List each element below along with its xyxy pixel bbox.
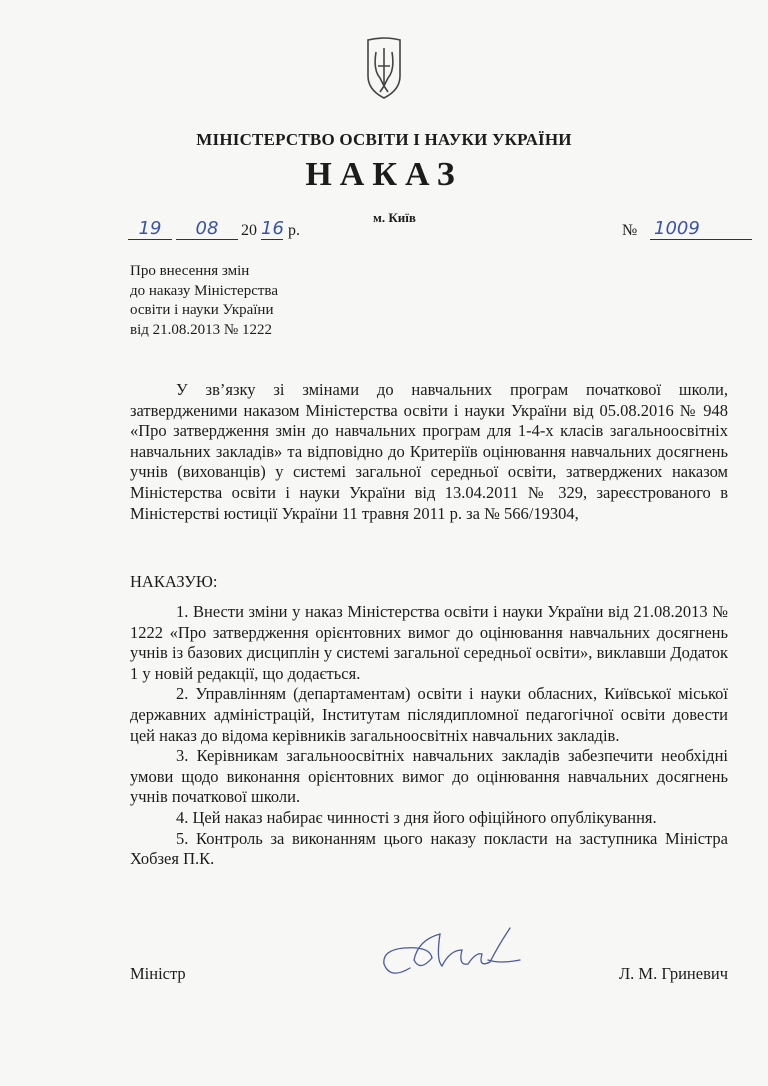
date-year: 16	[261, 218, 284, 239]
date-month: 08	[176, 218, 238, 240]
order-items	[130, 602, 728, 870]
ministry-name: МІНІСТЕРСТВО ОСВІТИ І НАУКИ УКРАЇНИ	[196, 130, 572, 149]
order-item: 5. Контроль за виконанням цього наказу покласти на заступника Міністра Хобзея П.К.	[130, 828, 728, 869]
subject-line: освіти і науки України	[130, 302, 274, 318]
handwritten-signature	[370, 920, 540, 990]
date-suffix: р.	[288, 222, 300, 239]
date-century: 20	[241, 222, 257, 239]
subject-line: до наказу Міністерства	[130, 282, 278, 299]
order-item: 2. Управлінням (департаментам) освіти і науки обласних, Київської міської державних адміністрацій, Інститутам післядипломної педагогічної освіти довести цей наказ до відома керівників загальноосвітніх навчальних закладів.	[130, 684, 728, 745]
dateline	[128, 210, 748, 244]
order-item: 1. Внести зміни у наказ Міністерства освіти і науки України від 21.08.2013 № 1222 «Про затвердження орієнтовних вимог до оцінювання навчальних досягнень учнів із базових дисциплін у системі загальної середньої освіти», виклавши Додаток 1 у новій редакції, що додається.	[130, 602, 728, 683]
city: м. Київ	[373, 210, 416, 225]
order-item: 3. Керівникам загальноосвітніх навчальних закладів забезпечити необхідні умови щодо виконання орієнтовних вимог до оцінювання навчальних досягнень учнів початкової школи.	[130, 746, 728, 807]
order-word: НАКАЗУЮ:	[130, 572, 218, 591]
number-label: №	[622, 222, 638, 239]
signatory-title: Міністр	[130, 964, 186, 983]
trident-icon	[364, 36, 404, 100]
order-number: 1009	[650, 218, 752, 240]
subject-line: Про внесення змін	[130, 263, 250, 279]
date-day: 19	[128, 218, 172, 240]
order-item: 4. Цей наказ набирає чинності з дня його офіційного опублікування.	[176, 807, 657, 827]
subject-line: від 21.08.2013 № 1222	[130, 321, 272, 338]
signatory-name: Л. М. Гриневич	[618, 964, 728, 983]
subject-block	[130, 262, 350, 340]
document-type-title: НАКАЗ	[305, 156, 463, 193]
intro-paragraph: У зв’язку зі змінами до навчальних програм початкової школи, затвердженими наказом Міністерства освіти і науки України від 05.08.2016 № 948 «Про затвердження змін до навчальних програм для 1-4-х класів загальноосвітніх навчальних закладів» та відповідно до Критеріїв оцінювання навчальних досягнень учнів (вихованців) у системі загальної середньої освіти, затверджених наказом Міністерства освіти і науки України від 13.04.2011 № 329, зареєстрованого в Міністерстві юстиції України 11 травня 2011 р. за № 566/19304,	[130, 380, 728, 523]
